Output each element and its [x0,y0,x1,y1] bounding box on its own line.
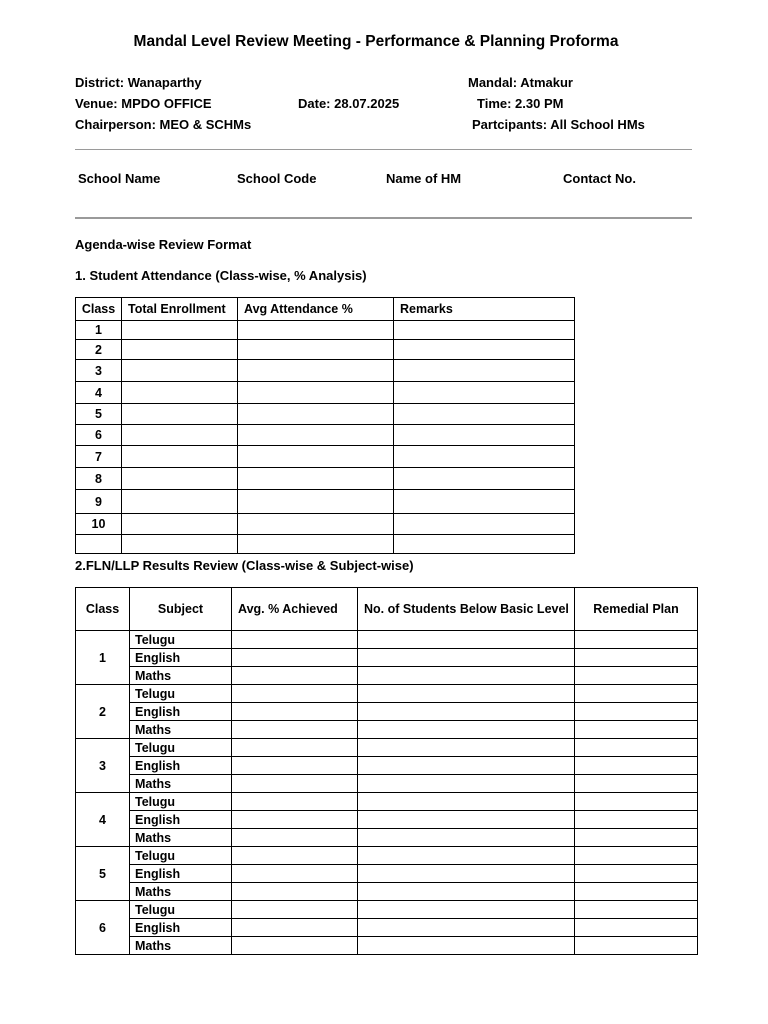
entry-cell[interactable] [122,514,238,535]
table-row [76,360,575,382]
section1-heading: 1. Student Attendance (Class-wise, % Analysis) [75,268,367,283]
table-row [76,793,698,811]
venue-label: Venue: MPDO OFFICE [75,96,212,111]
entry-cell[interactable] [232,685,358,703]
entry-cell[interactable] [358,883,575,901]
entry-cell[interactable] [358,775,575,793]
table-row [76,721,698,739]
class-cell: 1 [76,321,122,340]
class-cell: 2 [76,340,122,360]
subject-cell: English [130,865,232,883]
entry-cell[interactable] [575,793,698,811]
entry-cell[interactable] [232,793,358,811]
subject-cell: Maths [130,667,232,685]
entry-cell[interactable] [358,721,575,739]
entry-cell[interactable] [122,340,238,360]
class-cell: 4 [76,382,122,404]
subject-cell: English [130,919,232,937]
subject-cell: Maths [130,775,232,793]
entry-cell[interactable] [232,739,358,757]
entry-cell[interactable] [575,847,698,865]
divider [75,217,692,219]
entry-cell[interactable] [394,446,575,468]
mandal-label: Mandal: Atmakur [468,75,573,90]
entry-cell[interactable] [394,468,575,490]
entry-cell[interactable] [394,382,575,404]
table-row [76,321,575,340]
table-row [76,847,698,865]
entry-cell[interactable] [575,775,698,793]
time-label: Time: 2.30 PM [477,96,564,111]
entry-cell[interactable] [358,757,575,775]
class-cell [76,535,122,554]
subject-cell: Telugu [130,739,232,757]
column-header: No. of Students Below Basic Level [358,588,575,631]
entry-cell[interactable] [575,667,698,685]
entry-cell[interactable] [358,937,575,955]
entry-cell[interactable] [232,721,358,739]
class-cell: 6 [76,901,130,955]
subject-cell: Maths [130,937,232,955]
table-row [76,468,575,490]
divider [75,149,692,150]
table-row [76,775,698,793]
entry-cell[interactable] [394,340,575,360]
entry-cell[interactable] [232,865,358,883]
fln-results-table [75,587,698,955]
entry-cell[interactable] [575,703,698,721]
contact-no-field: Contact No. [563,171,636,186]
entry-cell[interactable] [232,703,358,721]
entry-cell[interactable] [238,360,394,382]
class-cell: 5 [76,404,122,425]
class-cell: 2 [76,685,130,739]
agenda-heading: Agenda-wise Review Format [75,237,252,252]
column-header: Subject [130,588,232,631]
attendance-table [75,297,575,554]
entry-cell[interactable] [358,865,575,883]
entry-cell[interactable] [122,446,238,468]
entry-cell[interactable] [358,919,575,937]
entry-cell[interactable] [575,829,698,847]
entry-cell[interactable] [232,649,358,667]
entry-cell[interactable] [232,775,358,793]
subject-cell: English [130,811,232,829]
class-cell: 10 [76,514,122,535]
entry-cell[interactable] [232,631,358,649]
class-cell: 3 [76,360,122,382]
subject-cell: English [130,757,232,775]
entry-cell[interactable] [358,649,575,667]
table-row [76,490,575,514]
entry-cell[interactable] [122,425,238,446]
entry-cell[interactable] [358,901,575,919]
entry-cell[interactable] [232,847,358,865]
entry-cell[interactable] [358,829,575,847]
class-cell: 9 [76,490,122,514]
table-row [76,425,575,446]
entry-cell[interactable] [122,382,238,404]
table-row [76,667,698,685]
entry-cell[interactable] [122,404,238,425]
table-row [76,703,698,721]
entry-cell[interactable] [394,514,575,535]
entry-cell[interactable] [238,468,394,490]
table-row [76,865,698,883]
entry-cell[interactable] [238,425,394,446]
participants-label: Partcipants: All School HMs [472,117,645,132]
entry-cell[interactable] [575,739,698,757]
entry-cell[interactable] [394,535,575,554]
entry-cell[interactable] [122,321,238,340]
table-row [76,883,698,901]
entry-cell[interactable] [394,490,575,514]
entry-cell[interactable] [238,382,394,404]
entry-cell[interactable] [232,811,358,829]
table-row [76,811,698,829]
table-row [76,382,575,404]
entry-cell[interactable] [575,937,698,955]
entry-cell[interactable] [358,811,575,829]
attendance-header-row [76,298,575,321]
entry-cell[interactable] [122,360,238,382]
column-header: Avg Attendance % [238,298,394,321]
column-header: Remedial Plan [575,588,698,631]
subject-cell: English [130,649,232,667]
table-row [76,340,575,360]
subject-cell: Maths [130,883,232,901]
table-row [76,649,698,667]
table-row [76,937,698,955]
table-row [76,739,698,757]
section2-heading: 2.FLN/LLP Results Review (Class-wise & Subject-wise) [75,558,414,573]
class-cell: 4 [76,793,130,847]
column-header: Class [76,298,122,321]
class-cell: 8 [76,468,122,490]
entry-cell[interactable] [575,811,698,829]
table-row [76,901,698,919]
subject-cell: Telugu [130,901,232,919]
entry-cell[interactable] [575,865,698,883]
chairperson-label: Chairperson: MEO & SCHMs [75,117,252,132]
entry-cell[interactable] [575,721,698,739]
entry-cell[interactable] [238,340,394,360]
table-row [76,446,575,468]
entry-cell[interactable] [122,468,238,490]
entry-cell[interactable] [232,757,358,775]
class-cell: 3 [76,739,130,793]
district-label: District: Wanaparthy [75,75,202,90]
entry-cell[interactable] [232,919,358,937]
entry-cell[interactable] [238,535,394,554]
column-header: Class [76,588,130,631]
subject-cell: Maths [130,721,232,739]
subject-cell: English [130,703,232,721]
entry-cell[interactable] [232,829,358,847]
entry-cell[interactable] [575,883,698,901]
column-header: Remarks [394,298,575,321]
entry-cell[interactable] [394,321,575,340]
entry-cell[interactable] [232,937,358,955]
entry-cell[interactable] [122,490,238,514]
entry-cell[interactable] [238,490,394,514]
entry-cell[interactable] [238,446,394,468]
date-label: Date: 28.07.2025 [298,96,400,111]
entry-cell[interactable] [358,685,575,703]
entry-cell[interactable] [575,649,698,667]
entry-cell[interactable] [238,404,394,425]
subject-cell: Maths [130,829,232,847]
table-row [76,829,698,847]
entry-cell[interactable] [575,919,698,937]
table-row [76,685,698,703]
entry-cell[interactable] [232,883,358,901]
entry-cell[interactable] [358,739,575,757]
subject-cell: Telugu [130,631,232,649]
subject-cell: Telugu [130,685,232,703]
fln-header-row [76,588,698,631]
entry-cell[interactable] [358,793,575,811]
entry-cell[interactable] [575,757,698,775]
table-row [76,535,575,554]
entry-cell[interactable] [575,901,698,919]
school-name-field: School Name [78,171,161,186]
table-row [76,514,575,535]
subject-cell: Telugu [130,793,232,811]
entry-cell[interactable] [358,631,575,649]
class-cell: 6 [76,425,122,446]
entry-cell[interactable] [575,685,698,703]
class-cell: 5 [76,847,130,901]
table-row [76,631,698,649]
page-title: Mandal Level Review Meeting - Performance & Planning Proforma [133,33,619,50]
table-row [76,404,575,425]
entry-cell[interactable] [358,667,575,685]
class-cell: 1 [76,631,130,685]
entry-cell[interactable] [394,404,575,425]
subject-cell: Telugu [130,847,232,865]
school-code-field: School Code [237,171,317,186]
table-row [76,757,698,775]
table-row [76,919,698,937]
entry-cell[interactable] [358,847,575,865]
class-cell: 7 [76,446,122,468]
entry-cell[interactable] [394,425,575,446]
entry-cell[interactable] [232,901,358,919]
hm-name-field: Name of HM [386,171,462,186]
entry-cell[interactable] [575,631,698,649]
column-header: Avg. % Achieved [232,588,358,631]
entry-cell[interactable] [238,514,394,535]
entry-cell[interactable] [122,535,238,554]
entry-cell[interactable] [394,360,575,382]
entry-cell[interactable] [358,703,575,721]
entry-cell[interactable] [238,321,394,340]
column-header: Total Enrollment [122,298,238,321]
entry-cell[interactable] [232,667,358,685]
